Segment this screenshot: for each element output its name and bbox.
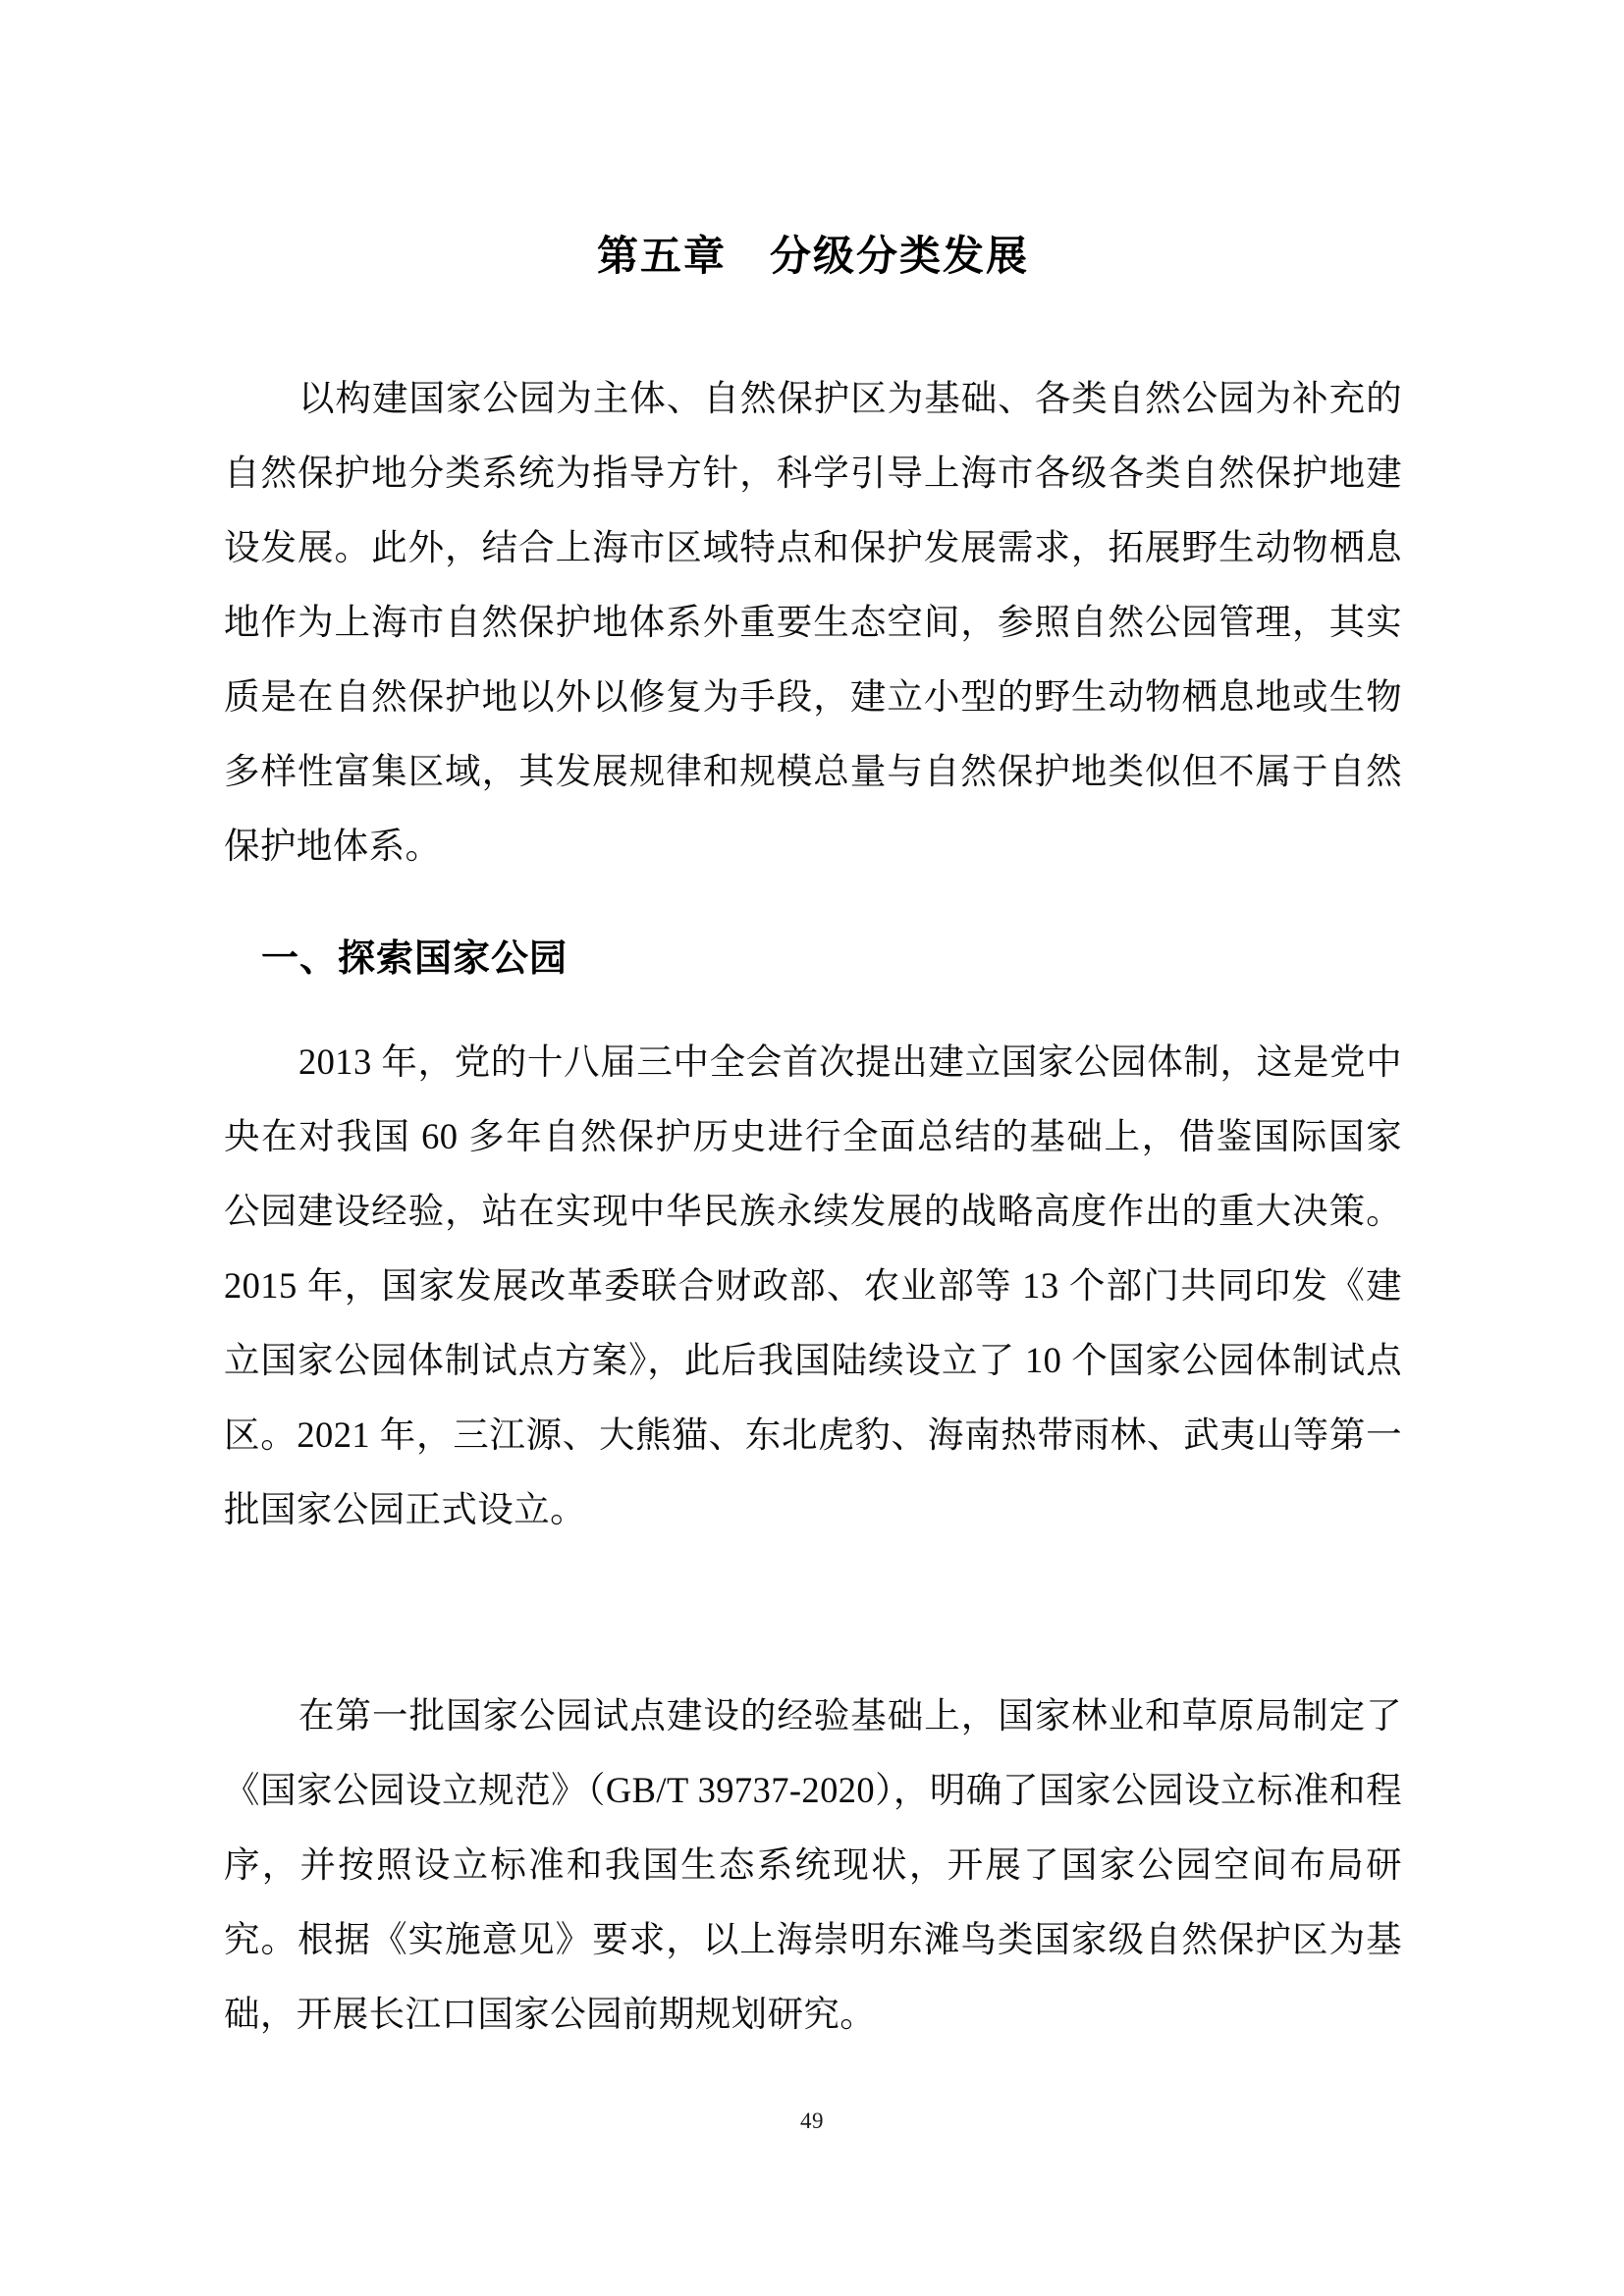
paragraph-standard: 在第一批国家公园试点建设的经验基础上，国家林业和草原局制定了《国家公园设立规范》（GB/T 39737-2020），明确了国家公园设立标准和程序，并按照设立标准和我国生态系统现状，开展了国家公园空间布局研究。根据《实施意见》要求，以上海崇明东滩鸟类国家级自然保护区为基础，开展长江口国家公园前期规划研究。 [224, 1695, 1402, 2034]
paragraph-intro: 以构建国家公园为主体、自然保护区为基础、各类自然公园为补充的自然保护地分类系统为指导方针，科学引导上海市各级各类自然保护地建设发展。此外，结合上海市区域特点和保护发展需求，拓展野生动物栖息地作为上海市自然保护地体系外重要生态空间，参照自然公园管理，其实质是在自然保护地以外以修复为手段，建立小型的野生动物栖息地或生物多样性富集区域，其发展规律和规模总量与自然保护地类似但不属于自然保护地体系。 [224, 378, 1402, 866]
page-number: 49 [800, 2109, 824, 2133]
paragraph-history: 2013 年，党的十八届三中全会首次提出建立国家公园体制，这是党中央在对我国 60 多年自然保护历史进行全面总结的基础上，借鉴国际国家公园建设经验，站在实现中华民族永续发展的战略高度作出的重大决策。2015 年，国家发展改革委联合财政部、农业部等 13 个部门共同印发《建立国家公园体制试点方案》，此后我国陆续设立了 10 个国家公园体制试点区。2021 年，三江源、大熊猫、东北虎豹、海南热带雨林、武夷山等第一批国家公园正式设立。 [224, 1041, 1402, 1529]
chapter-title: 第五章 分级分类发展 [596, 233, 1029, 279]
section-heading-one: 一、探索国家公园 [261, 938, 568, 980]
